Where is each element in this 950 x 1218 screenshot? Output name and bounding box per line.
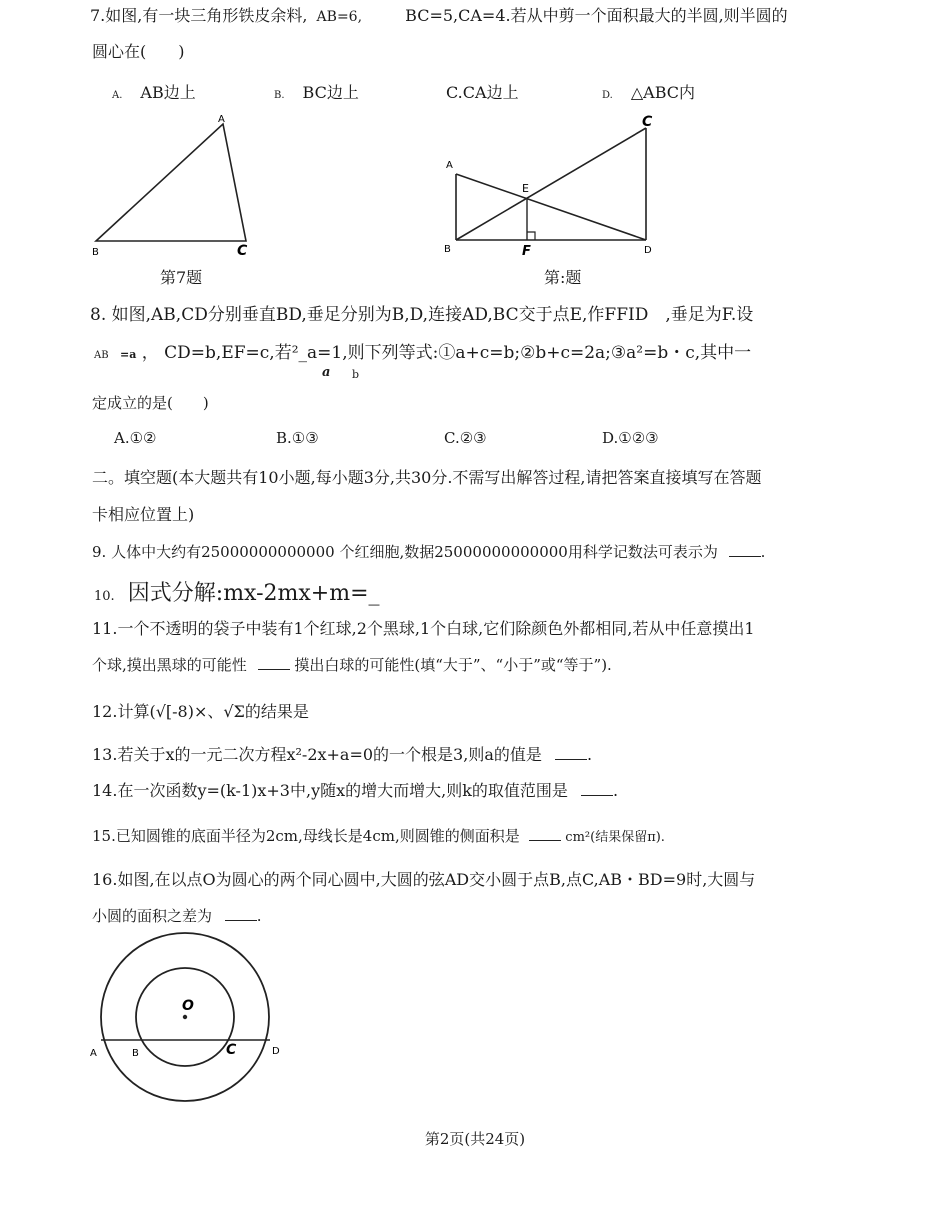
label-a: A [446,160,453,171]
q9: 9. 人体中大约有25000000000000 个红细胞,数据25000000000000用科学记数法可表示为 . [92,543,766,561]
q8-line1: 8. 如图,AB,CD分别垂直BD,垂足分别为B,D,连接AD,BC交于点E,作FFID ,垂足为F.设 [90,305,754,325]
q7-option-b: B. BC边上 [274,83,359,102]
label-d: D [272,1046,280,1057]
q8-line2: AB =a ， CD=b,EF=c,若²_a=1,则下列等式:①a+c=b;②b+c=2a;③a²=b・c,其中一 [94,343,752,363]
label-b: B [444,244,451,255]
q8-line3: 定成立的是( ) [92,394,209,412]
section2-line2: 卡相应位置上) [92,505,195,524]
answer-blank [529,828,561,841]
answer-blank [225,908,257,921]
q8-option-d: D.①②③ [602,429,659,447]
q7-left-caption: 第7题 [160,268,203,287]
q10: 10. 因式分解:mx-2mx+m=_ [94,581,380,606]
q7-right-figure [436,110,666,260]
q16-concentric-circles-figure [88,930,288,1110]
label-d: D [644,245,652,256]
label-e: E [522,182,529,195]
label-c: C [642,114,653,130]
q13: 13.若关于x的一元二次方程x²-2x+a=0的一个根是3,则a的值是 . [92,745,593,764]
answer-blank [581,783,613,796]
q16-line2: 小圆的面积之差为 . [92,907,262,925]
label-a: A [90,1048,97,1059]
q12: 12.计算(√[-8)×、√Σ的结果是 [92,702,309,721]
triangle-abc [96,124,246,241]
label-c: C [237,243,248,259]
q8-option-c: C.②③ [444,429,487,447]
q7-option-a: A. AB边上 [112,83,196,102]
label-c: C [226,1042,237,1058]
q8-option-b: B.①③ [276,429,319,447]
q16-line1: 16.如图,在以点O为圆心的两个同心圆中,大圆的弦AD交小圆于点B,点C,AB・BD=9时,大圆与 [92,870,756,889]
q8-fraction-b: b [352,368,360,381]
answer-blank [729,544,761,557]
label-f: F [522,244,531,259]
label-b: B [132,1048,139,1059]
answer-blank [258,657,290,670]
q7-stem-line1: 7.如图,有一块三角形铁皮余料, AB=6, BC=5,CA=4.若从中剪一个面积最大的半圆,则半圆的 [90,6,788,25]
q11-line1: 11.一个不透明的袋子中装有1个红球,2个黑球,1个白球,它们除颜色外都相同,若从中任意摸出1 [92,619,755,638]
q11-line2: 个球,摸出黑球的可能性 摸出白球的可能性(填“大于”、“小于”或“等于”). [92,656,612,674]
label-a: A [218,114,225,125]
section2-line1: 二。填空题(本大题共有10小题,每小题3分,共30分.不需写出解答过程,请把答案直接填写在答题 [92,468,762,487]
q7-stem-line2: 圆心在( ) [92,42,185,61]
label-o: O [182,998,194,1014]
q15: 15.已知圆锥的底面半径为2cm,母线长是4cm,则圆锥的侧面积是 cm²(结果保留π). [92,827,665,845]
q7-option-d: D. △ABC内 [602,83,696,102]
q7-triangle-figure [86,108,266,260]
q7-option-c: C.CA边上 [446,83,519,102]
label-b: B [92,247,99,258]
q14: 14.在一次函数y=(k-1)x+3中,y随x的增大而增大,则k的取值范围是 . [92,781,619,800]
q7-right-caption: 第:题 [544,268,582,287]
q8-option-a: A.①② [114,429,157,447]
page-footer: 第2页(共24页) [424,1130,526,1148]
answer-blank [555,747,587,760]
center-point [183,1015,187,1019]
q8-fraction-a: a [322,365,331,380]
